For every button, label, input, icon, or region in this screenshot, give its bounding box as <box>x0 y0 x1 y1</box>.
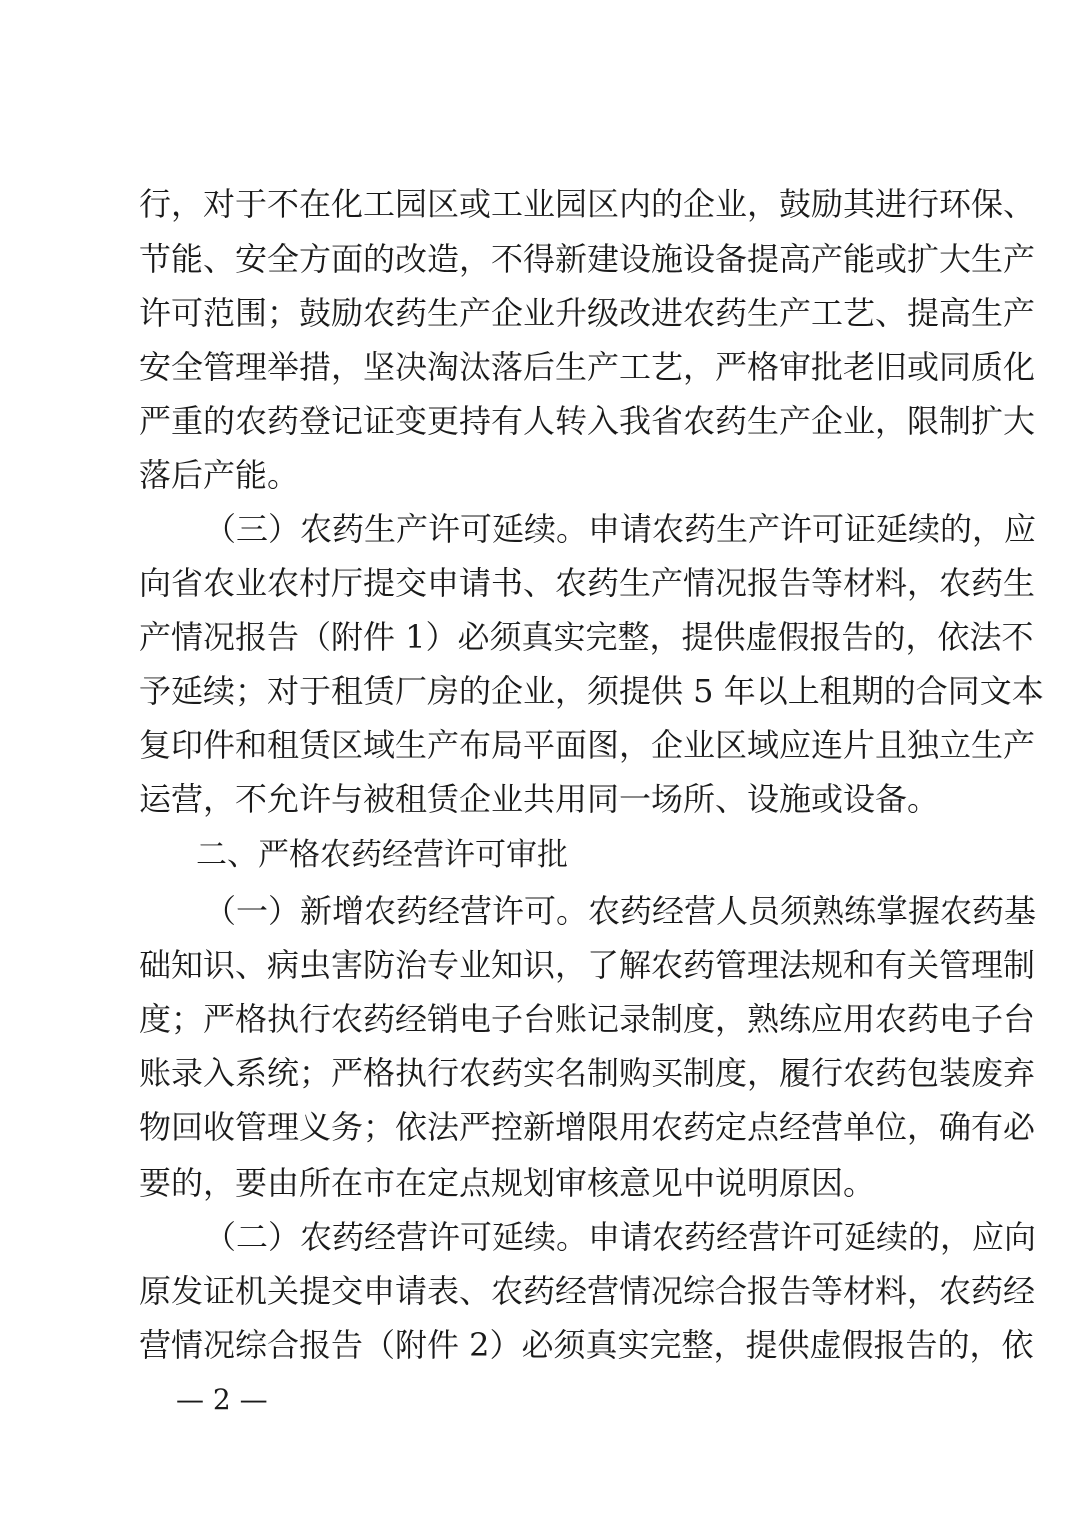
text-line: 账录入系统；严格执行农药实名制购买制度，履行农药包装废弃 <box>139 1054 1036 1092</box>
text-line: 度；严格执行农药经销电子台账记录制度，熟练应用农药电子台 <box>139 1000 1036 1038</box>
subsection-heading-line: （二）农药经营许可延续。申请农药经营许可延续的，应向 <box>204 1218 1037 1256</box>
text-line: 予延续；对于租赁厂房的企业，须提供 5 年以上租期的合同文本 <box>139 672 1044 710</box>
text-line: 行，对于不在化工园区或工业园区内的企业，鼓励其进行环保、 <box>139 185 1036 223</box>
page-number: — 2 — <box>176 1383 268 1416</box>
text-line: 础知识、病虫害防治专业知识，了解农药管理法规和有关管理制 <box>139 946 1036 984</box>
text-line: 营情况综合报告（附件 2）必须真实完整，提供虚假报告的，依 <box>139 1326 1034 1364</box>
text-line: 节能、安全方面的改造，不得新建设施设备提高产能或扩大生产 <box>139 240 1036 278</box>
section-heading: 二、严格农药经营许可审批 <box>196 837 568 873</box>
text-line: 要的，要由所在市在定点规划审核意见中说明原因。 <box>139 1164 876 1202</box>
text-line: 产情况报告（附件 1）必须真实完整，提供虚假报告的，依法不 <box>139 618 1034 656</box>
text-line: 运营，不允许与被租赁企业共用同一场所、设施或设备。 <box>139 780 940 818</box>
text-line: 落后产能。 <box>139 456 300 494</box>
subsection-heading-line: （一）新增农药经营许可。农药经营人员须熟练掌握农药基 <box>204 892 1037 930</box>
text-line: 安全管理举措，坚决淘汰落后生产工艺，严格审批老旧或同质化 <box>139 348 1036 386</box>
text-line: 许可范围；鼓励农药生产企业升级改进农药生产工艺、提高生产 <box>139 294 1036 332</box>
text-line: 复印件和租赁区域生产布局平面图，企业区域应连片且独立生产 <box>139 726 1036 764</box>
text-line: 物回收管理义务；依法严控新增限用农药定点经营单位，确有必 <box>139 1108 1036 1146</box>
text-line: 原发证机关提交申请表、农药经营情况综合报告等材料，农药经 <box>139 1272 1036 1310</box>
subsection-heading-line: （三）农药生产许可延续。申请农药生产许可证延续的，应 <box>204 510 1037 548</box>
text-line: 严重的农药登记证变更持有人转入我省农药生产企业，限制扩大 <box>139 402 1036 440</box>
text-line: 向省农业农村厅提交申请书、农药生产情况报告等材料，农药生 <box>139 564 1036 602</box>
